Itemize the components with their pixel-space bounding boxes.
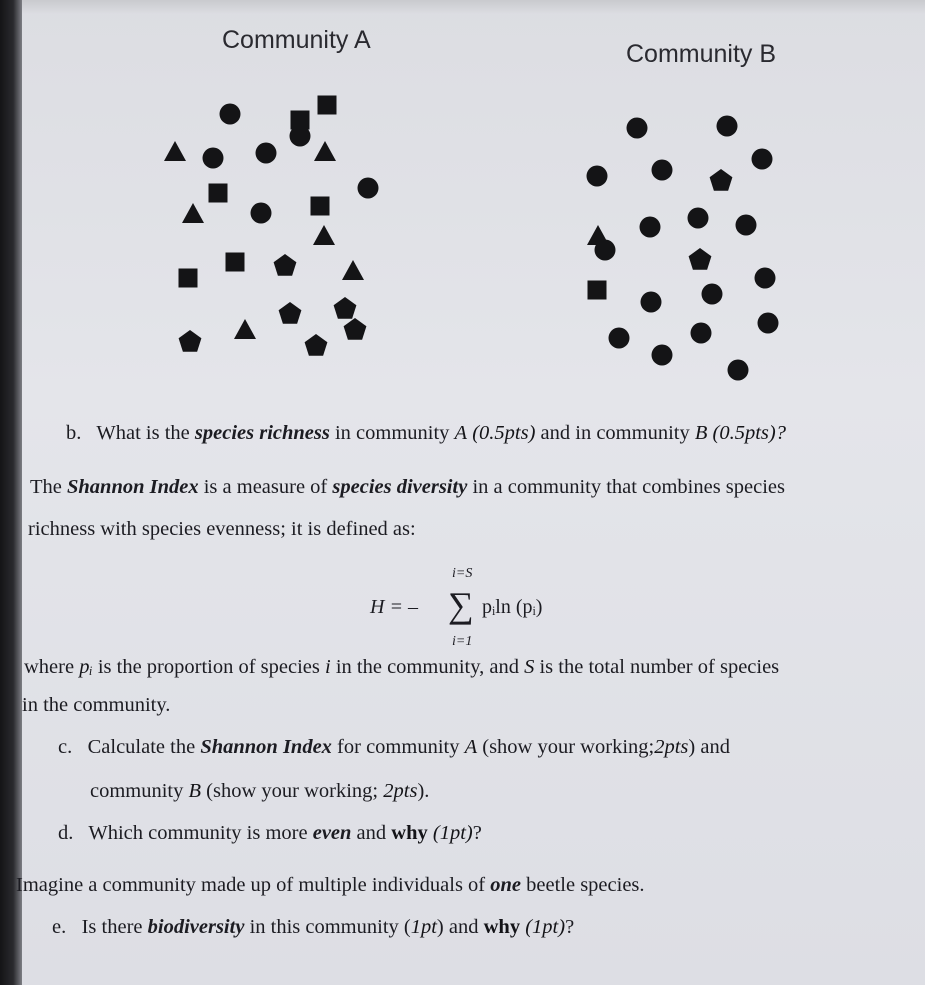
triangle-icon [587, 225, 609, 245]
question-c-line1: c. Calculate the Shannon Index for community A (show your working;2pts) and [58, 736, 730, 758]
pentagon-icon [710, 169, 733, 191]
square-icon [209, 184, 228, 203]
community-b-figure [587, 116, 779, 381]
species-richness-term: species richness [194, 422, 330, 444]
circle-icon [758, 313, 779, 334]
square-icon [318, 96, 337, 115]
circle-icon [587, 166, 608, 187]
circle-icon [652, 345, 673, 366]
formula-lhs: H = – [370, 596, 418, 618]
square-icon [226, 253, 245, 272]
circle-icon [736, 215, 757, 236]
question-e-marker: e. [52, 916, 67, 938]
one-term: one [490, 874, 522, 896]
sum-upper-limit: i=S [452, 566, 473, 581]
pentagon-icon [274, 254, 297, 276]
species-diversity-term: species diversity [332, 476, 468, 498]
question-b-marker: b. [66, 422, 82, 444]
where-line1: where pᵢ is the proportion of species i in the community, and S is the total number of species [24, 656, 780, 678]
circle-icon [688, 208, 709, 229]
pentagon-icon [344, 318, 367, 340]
question-b: b. What is the species richness in community A (0.5pts) and in community B (0.5pts)? [66, 422, 786, 444]
circle-icon [702, 284, 723, 305]
square-icon [291, 111, 310, 130]
triangle-icon [313, 225, 335, 245]
shannon-index-term-c: Shannon Index [200, 736, 332, 758]
formula-summand: pᵢln (pᵢ) [482, 596, 543, 618]
pentagon-icon [279, 302, 302, 324]
circle-icon [203, 148, 224, 169]
question-d-marker: d. [58, 822, 74, 844]
why-term-e: why [483, 916, 521, 938]
community-diagrams [0, 0, 925, 420]
circle-icon [609, 328, 630, 349]
circle-icon [627, 118, 648, 139]
triangle-icon [342, 260, 364, 280]
circle-icon [755, 268, 776, 289]
triangle-icon [164, 141, 186, 161]
circle-icon [256, 143, 277, 164]
circle-icon [728, 360, 749, 381]
pentagon-icon [334, 297, 357, 319]
shannon-intro-line2: richness with species evenness; it is defined as: [28, 518, 416, 540]
circle-icon [717, 116, 738, 137]
pentagon-icon [689, 248, 712, 270]
question-c-line2: community B (show your working; 2pts). [90, 780, 430, 802]
question-c-marker: c. [58, 736, 73, 758]
square-icon [179, 269, 198, 288]
sigma-symbol: ∑ [448, 585, 474, 625]
shannon-formula [360, 560, 600, 655]
circle-icon [640, 217, 661, 238]
question-d: d. Which community is more even and why (1pt)? [58, 822, 482, 844]
circle-icon [220, 104, 241, 125]
triangle-icon [314, 141, 336, 161]
sum-lower-limit: i=1 [452, 634, 473, 649]
pentagon-icon [179, 330, 202, 352]
square-icon [311, 197, 330, 216]
circle-icon [752, 149, 773, 170]
triangle-icon [182, 203, 204, 223]
biodiversity-term: biodiversity [147, 916, 245, 938]
community-b-label: Community B [626, 40, 777, 68]
even-term: even [312, 822, 352, 844]
question-e: e. Is there biodiversity in this community (1pt) and why (1pt)? [52, 916, 575, 938]
shannon-intro-line1: The Shannon Index is a measure of species diversity in a community that combines species [30, 476, 785, 498]
circle-icon [691, 323, 712, 344]
circle-icon [652, 160, 673, 181]
where-line2: in the community. [22, 694, 171, 716]
circle-icon [358, 178, 379, 199]
square-icon [588, 281, 607, 300]
circle-icon [641, 292, 662, 313]
pentagon-icon [305, 334, 328, 356]
circle-icon [251, 203, 272, 224]
shannon-index-term: Shannon Index [67, 476, 199, 498]
why-term-d: why [391, 822, 428, 844]
triangle-icon [234, 319, 256, 339]
community-a-figure [164, 96, 379, 356]
imagine-line: Imagine a community made up of multiple individuals of one beetle species. [16, 874, 645, 896]
community-a-label: Community A [222, 26, 371, 54]
